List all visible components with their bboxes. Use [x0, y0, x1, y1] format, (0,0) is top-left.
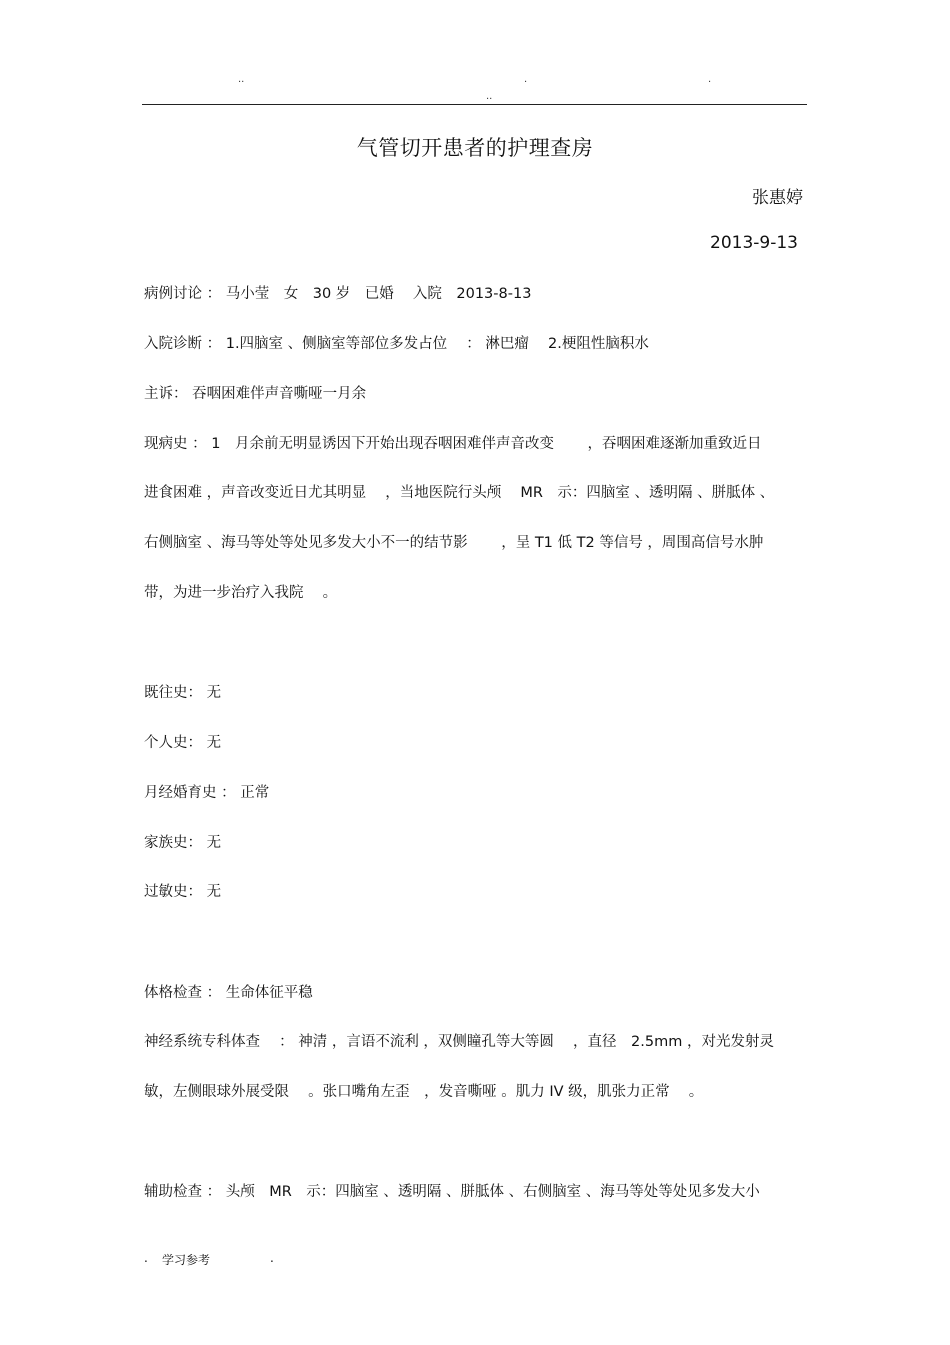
menstrual-marital-history-line: 月经婚育史 ： 正常	[144, 785, 270, 801]
present-history-line-2: 进食困难 ，声音改变近日尤其明显 ，当地医院行头颅 MR 示：四脑室 、透明隔 、胼胝体 、	[144, 485, 775, 501]
present-history-line-1: 现病史 ： 1 月余前无明显诱因下开始出现吞咽困难伴声音改变 ，吞咽困难逐渐加重致近日	[144, 436, 762, 452]
case-discussion-line: 病例讨论 ： 马小莹 女 30 岁 已婚 入院 2013-8-13	[144, 286, 532, 302]
footer-text: 学习参考	[162, 1253, 211, 1267]
neuro-exam-line-1: 神经系统专科体查 ： 神清 ，言语不流利 ，双侧瞳孔等大等圆 ，直径 2.5mm ，对光发射灵	[144, 1034, 774, 1050]
admission-diagnosis-line: 入院诊断 ： 1.四脑室 、侧脑室等部位多发占位 ： 淋巴瘤 2.梗阻性脑积水	[144, 336, 649, 352]
physical-exam-line: 体格检查 ： 生命体征平稳	[144, 985, 313, 1001]
neuro-exam-line-2: 敏，左侧眼球外展受限 。张口嘴角左歪 ，发音嘶哑 。肌力 IV 级，肌张力正常 。	[144, 1084, 704, 1100]
header-dots-left: ..	[238, 74, 245, 85]
footer-dot-right: .	[270, 1251, 274, 1265]
document-date: 2013-9-13	[710, 233, 798, 253]
auxiliary-exam-line: 辅助检查 ： 头颅 MR 示：四脑室 、透明隔 、胼胝体 、右侧脑室 、海马等处等处见多发大小	[144, 1184, 760, 1200]
personal-history-line: 个人史： 无	[144, 735, 222, 751]
header-dots-right: .	[708, 74, 712, 85]
header-dots-mid: .	[524, 74, 528, 85]
allergy-history-line: 过敏史： 无	[144, 884, 222, 900]
footer-dot-left: .	[144, 1251, 148, 1265]
present-history-line-3: 右侧脑室 、海马等处等处见多发大小不一的结节影 ，呈 T1 低 T2 等信号 ，周围高信号水肿	[144, 535, 764, 551]
chief-complaint-line: 主诉： 吞咽困难伴声音嘶哑一月余	[144, 386, 367, 402]
document-title: 气管切开患者的护理查房	[356, 136, 594, 160]
header-rule	[142, 104, 807, 105]
author-name: 张惠婷	[752, 188, 803, 208]
past-history-line: 既往史： 无	[144, 685, 222, 701]
family-history-line: 家族史： 无	[144, 835, 222, 851]
header-dots-center: ..	[486, 91, 493, 102]
present-history-line-4: 带，为进一步治疗入我院 。	[144, 585, 338, 601]
